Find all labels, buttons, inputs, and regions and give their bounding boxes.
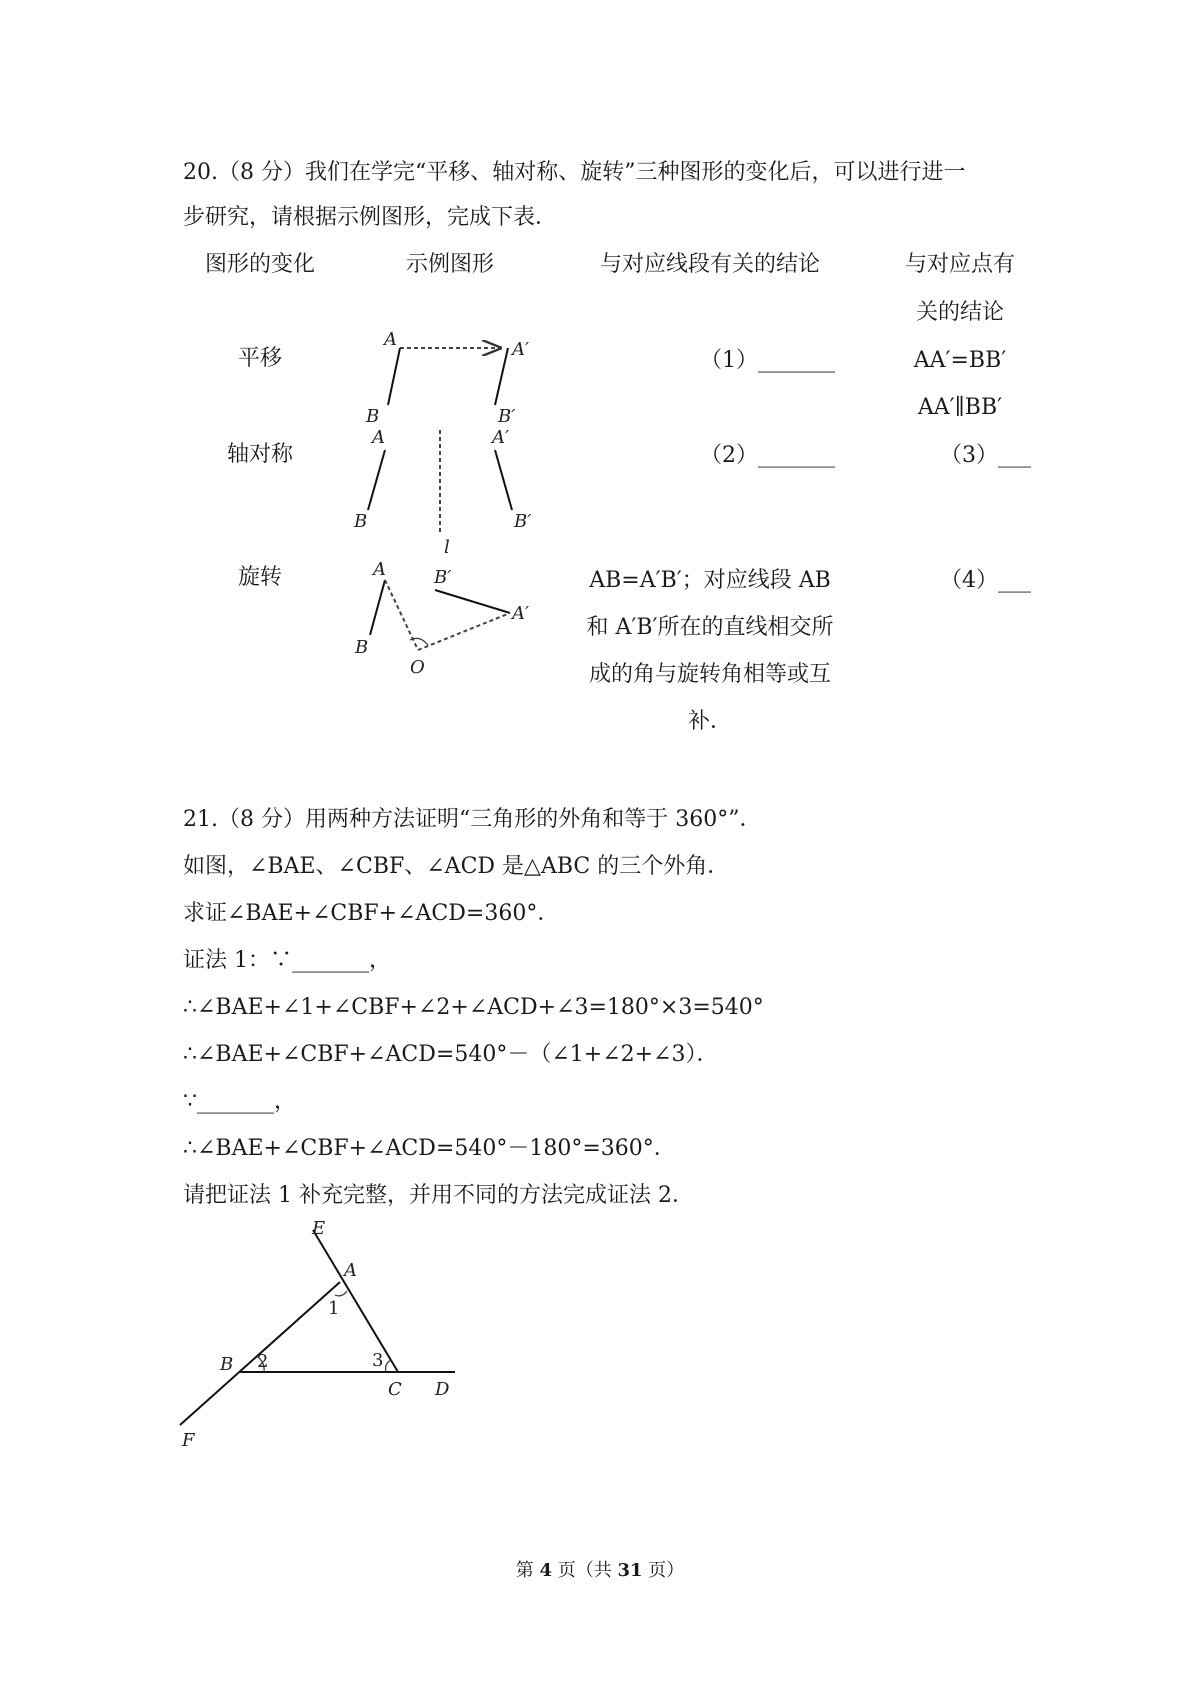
footer-total-pages: 31 [617, 1560, 643, 1581]
q21-line-5: ∴∠BAE+∠1+∠CBF+∠2+∠ACD+∠3=180°×3=540° [183, 995, 764, 1020]
reflection-figure [340, 425, 540, 555]
label-B: B [355, 637, 369, 658]
segment-A-prime-B-prime [435, 590, 510, 613]
header-point-2: 关的结论 [915, 300, 1004, 325]
q21-line-2: 如图，∠BAE、∠CBF、∠ACD 是△ABC 的三个外角． [183, 854, 730, 879]
footer-middle: 页（共 [552, 1560, 618, 1581]
label-A-prime: A′ [492, 427, 510, 448]
q21-line-7: ∵_______， [183, 1089, 296, 1114]
label-B: B [354, 511, 368, 532]
row-translation-segment: （1）_______ [700, 348, 835, 373]
q21-line-3: 求证∠BAE+∠CBF+∠ACD=360°． [183, 901, 560, 926]
q21-line-4: 证法 1：∵_______， [183, 948, 391, 973]
row-rotation-label: 旋转 [237, 565, 282, 590]
label-l: l [444, 537, 450, 555]
label-D: D [435, 1379, 450, 1400]
translation-figure [350, 330, 550, 430]
line-OA [385, 580, 418, 650]
angle-3-arc [386, 1360, 391, 1372]
label-A: A [344, 1260, 357, 1281]
header-point-1: 与对应点有 [904, 252, 1015, 277]
segment-A-prime-B-prime [495, 450, 512, 510]
segment-A-prime-B-prime [495, 348, 508, 405]
angle-1-arc [335, 1291, 347, 1296]
label-B: B [366, 406, 380, 427]
header-change: 图形的变化 [204, 252, 315, 277]
row-translation-point-1: AA′=BB′ [913, 348, 1007, 373]
q20-line-1: 20.（8 分）我们在学完“平移、轴对称、旋转”三种图形的变化后，可以进行进一 [183, 160, 966, 185]
label-A: A [373, 559, 386, 580]
label-2: 2 [257, 1351, 269, 1372]
label-A: A [384, 330, 397, 350]
row-rotation-point: （4）___ [940, 568, 1031, 593]
label-A: A [372, 427, 385, 448]
label-B-prime: B′ [434, 567, 452, 588]
label-A-prime: A′ [512, 339, 530, 360]
label-F: F [182, 1430, 195, 1450]
header-example: 示例图形 [405, 252, 494, 277]
row-reflection-segment: （2）_______ [700, 443, 835, 468]
q21-line-8: ∴∠BAE+∠CBF+∠ACD=540°－180°=360°． [183, 1136, 676, 1161]
rotation-angle-arc [410, 638, 428, 645]
row-rotation-segment-4: 补． [687, 709, 732, 734]
triangle-figure [170, 1220, 470, 1450]
footer-page-number: 4 [539, 1560, 552, 1581]
row-reflection-label: 轴对称 [226, 442, 293, 467]
q20-line-2: 步研究，请根据示例图形，完成下表． [183, 205, 558, 230]
page-footer [0, 1556, 1200, 1582]
line-EC [313, 1230, 398, 1372]
rotation-figure [340, 555, 560, 685]
row-translation-label: 平移 [237, 346, 282, 371]
segment-AB [388, 348, 400, 405]
label-B-prime: B′ [498, 406, 516, 427]
label-O: O [410, 657, 425, 678]
header-segment: 与对应线段有关的结论 [599, 252, 820, 277]
row-translation-point-2: AA′∥BB′ [917, 395, 1003, 420]
row-rotation-segment-2: 和 A′B′所在的直线相交所 [586, 615, 834, 640]
q21-line-9: 请把证法 1 补充完整，并用不同的方法完成证法 2． [183, 1183, 694, 1208]
segment-AB [368, 450, 385, 510]
line-OA-prime [418, 613, 510, 650]
row-reflection-point: （3）___ [940, 443, 1031, 468]
label-E: E [312, 1220, 326, 1239]
q21-line-6: ∴∠BAE+∠CBF+∠ACD=540°－（∠1+∠2+∠3）． [183, 1042, 719, 1067]
label-3: 3 [372, 1350, 384, 1371]
footer-prefix: 第 [515, 1560, 540, 1581]
label-B: B [220, 1354, 234, 1375]
label-B-prime: B′ [514, 511, 532, 532]
row-rotation-segment-3: 成的角与旋转角相等或互 [588, 662, 831, 687]
footer-suffix: 页） [642, 1560, 685, 1581]
q21-line-1: 21.（8 分）用两种方法证明“三角形的外角和等于 360°”． [183, 807, 762, 832]
row-rotation-segment-1: AB=A′B′；对应线段 AB [589, 568, 831, 593]
label-C: C [388, 1379, 402, 1400]
label-1: 1 [328, 1298, 340, 1319]
label-A-prime: A′ [512, 603, 530, 624]
segment-AB [370, 580, 385, 635]
